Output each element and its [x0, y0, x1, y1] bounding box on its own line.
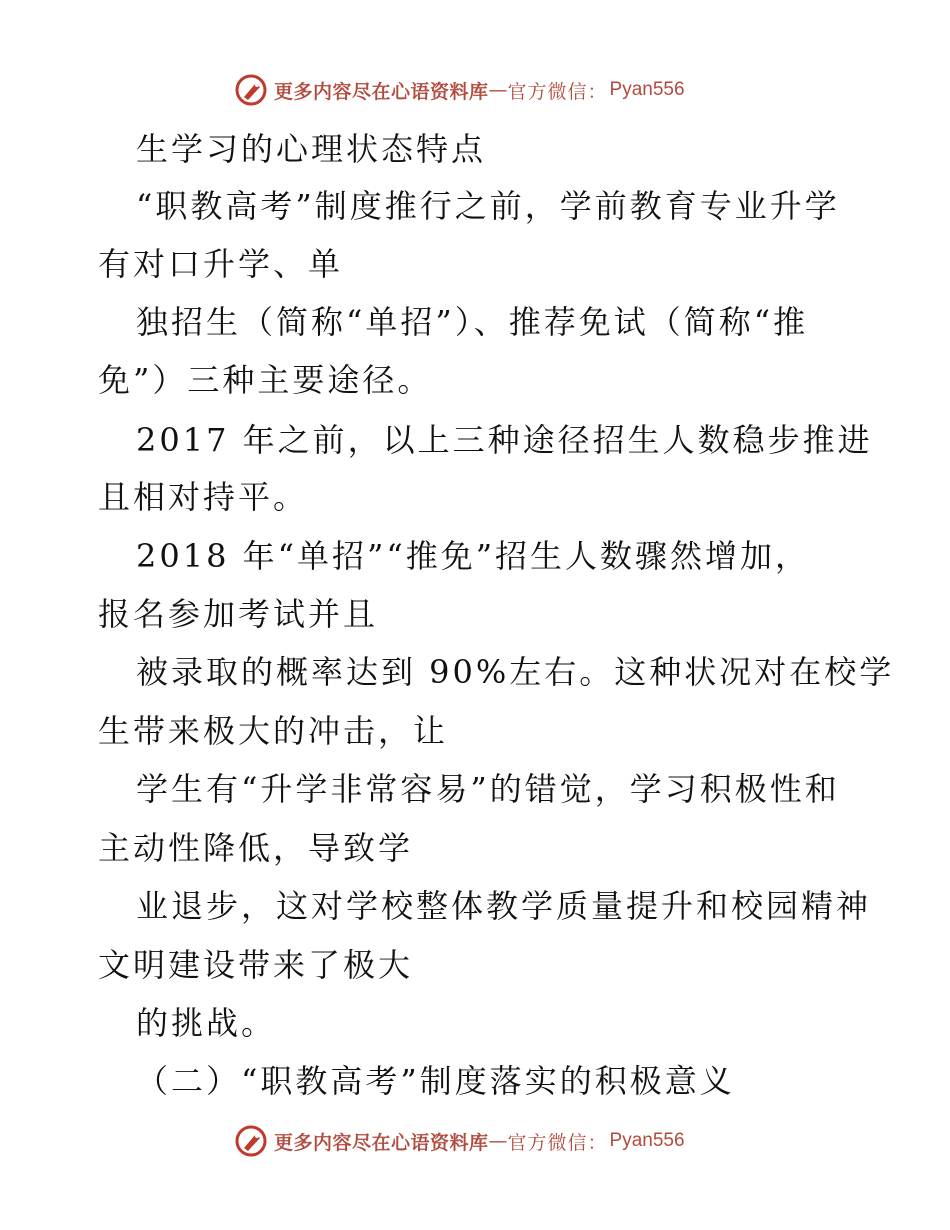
- watermark-dash: —: [488, 79, 508, 101]
- text-line: 主动性降低，导致学: [98, 829, 414, 867]
- text-line: 且相对持平。: [98, 478, 309, 516]
- pen-nib-logo-icon: [234, 73, 268, 107]
- text-line: 2018 年“单招”“推免”招生人数骤然增加，: [136, 537, 811, 575]
- text-line: “职教高考”制度推行之前，学前教育专业升学: [136, 187, 840, 225]
- pen-nib-logo-icon: [234, 1124, 268, 1158]
- text-line: 免”）三种主要途径。: [98, 361, 433, 399]
- header-watermark: [234, 73, 685, 107]
- text-line: 业退步，这对学校整体教学质量提升和校园精神: [136, 887, 872, 925]
- watermark-site-text: 更多内容尽在心语资料库: [274, 1131, 489, 1154]
- text-line: 生学习的心理状态特点: [136, 130, 487, 168]
- text-line: 学生有“升学非常容易”的错觉，学习积极性和: [136, 770, 840, 808]
- watermark-wechat-id: Pyan556: [609, 79, 685, 100]
- watermark-official-label: 官方微信：: [507, 1131, 608, 1154]
- text-line: 的挑战。: [136, 1004, 277, 1042]
- watermark-site-text: 更多内容尽在心语资料库: [274, 80, 489, 103]
- text-line: 报名参加考试并且: [98, 595, 379, 633]
- watermark-dash: —: [488, 1130, 508, 1152]
- watermark-wechat-id: Pyan556: [609, 1130, 685, 1151]
- text-line: 被录取的概率达到 90%左右。这种状况对在校学: [136, 653, 895, 691]
- text-line: 生带来极大的冲击，让: [98, 712, 449, 750]
- text-line: 文明建设带来了极大: [98, 946, 414, 984]
- text-line: 2017 年之前，以上三种途径招生人数稳步推进: [136, 421, 873, 459]
- text-line: 独招生（简称“单招”）、推荐免试（简称“推: [136, 303, 809, 341]
- watermark-official-label: 官方微信：: [507, 80, 608, 103]
- section-heading: （二）“职教高考”制度落实的积极意义: [136, 1062, 735, 1100]
- text-line: 有对口升学、单: [98, 245, 344, 283]
- footer-watermark: [234, 1124, 685, 1158]
